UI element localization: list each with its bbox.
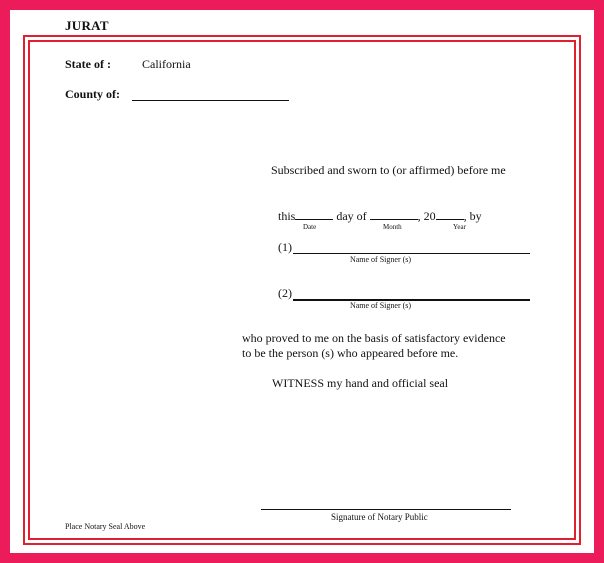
month-caption: Month xyxy=(383,223,402,231)
witness-text: WITNESS my hand and official seal xyxy=(272,376,449,390)
day-of-word: day of xyxy=(336,209,367,223)
county-blank[interactable] xyxy=(132,100,289,101)
signer1-number: (1) xyxy=(278,240,292,254)
proved-line-1: who proved to me on the basis of satisfactory evidence xyxy=(242,331,506,345)
proved-line-2: to be the person (s) who appeared before me. xyxy=(242,346,459,360)
state-label: State of : xyxy=(65,57,111,71)
signer2-number: (2) xyxy=(278,286,292,300)
signer2-caption: Name of Signer (s) xyxy=(349,301,412,310)
inner-frame xyxy=(28,40,576,540)
date-line xyxy=(278,208,482,224)
signer1-caption: Name of Signer (s) xyxy=(349,255,412,264)
year-caption: Year xyxy=(453,223,466,231)
month-blank[interactable] xyxy=(370,208,418,220)
subscribed-text: Subscribed and sworn to (or affirmed) before me xyxy=(271,163,506,177)
notary-caption: Signature of Notary Public xyxy=(331,512,428,522)
notary-signature-line[interactable] xyxy=(261,509,511,510)
jurat-form-page xyxy=(10,10,594,553)
state-value: California xyxy=(142,57,191,71)
form-title: JURAT xyxy=(65,18,109,33)
by-word: , by xyxy=(463,209,482,223)
signer1-line[interactable] xyxy=(293,253,530,254)
seal-caption: Place Notary Seal Above xyxy=(65,522,146,531)
date-caption: Date xyxy=(303,223,317,231)
year-blank[interactable] xyxy=(436,208,464,220)
day-blank[interactable] xyxy=(295,208,333,220)
this-word: this xyxy=(278,209,296,223)
twenty-word: , 20 xyxy=(417,209,436,223)
county-label: County of: xyxy=(65,87,121,101)
